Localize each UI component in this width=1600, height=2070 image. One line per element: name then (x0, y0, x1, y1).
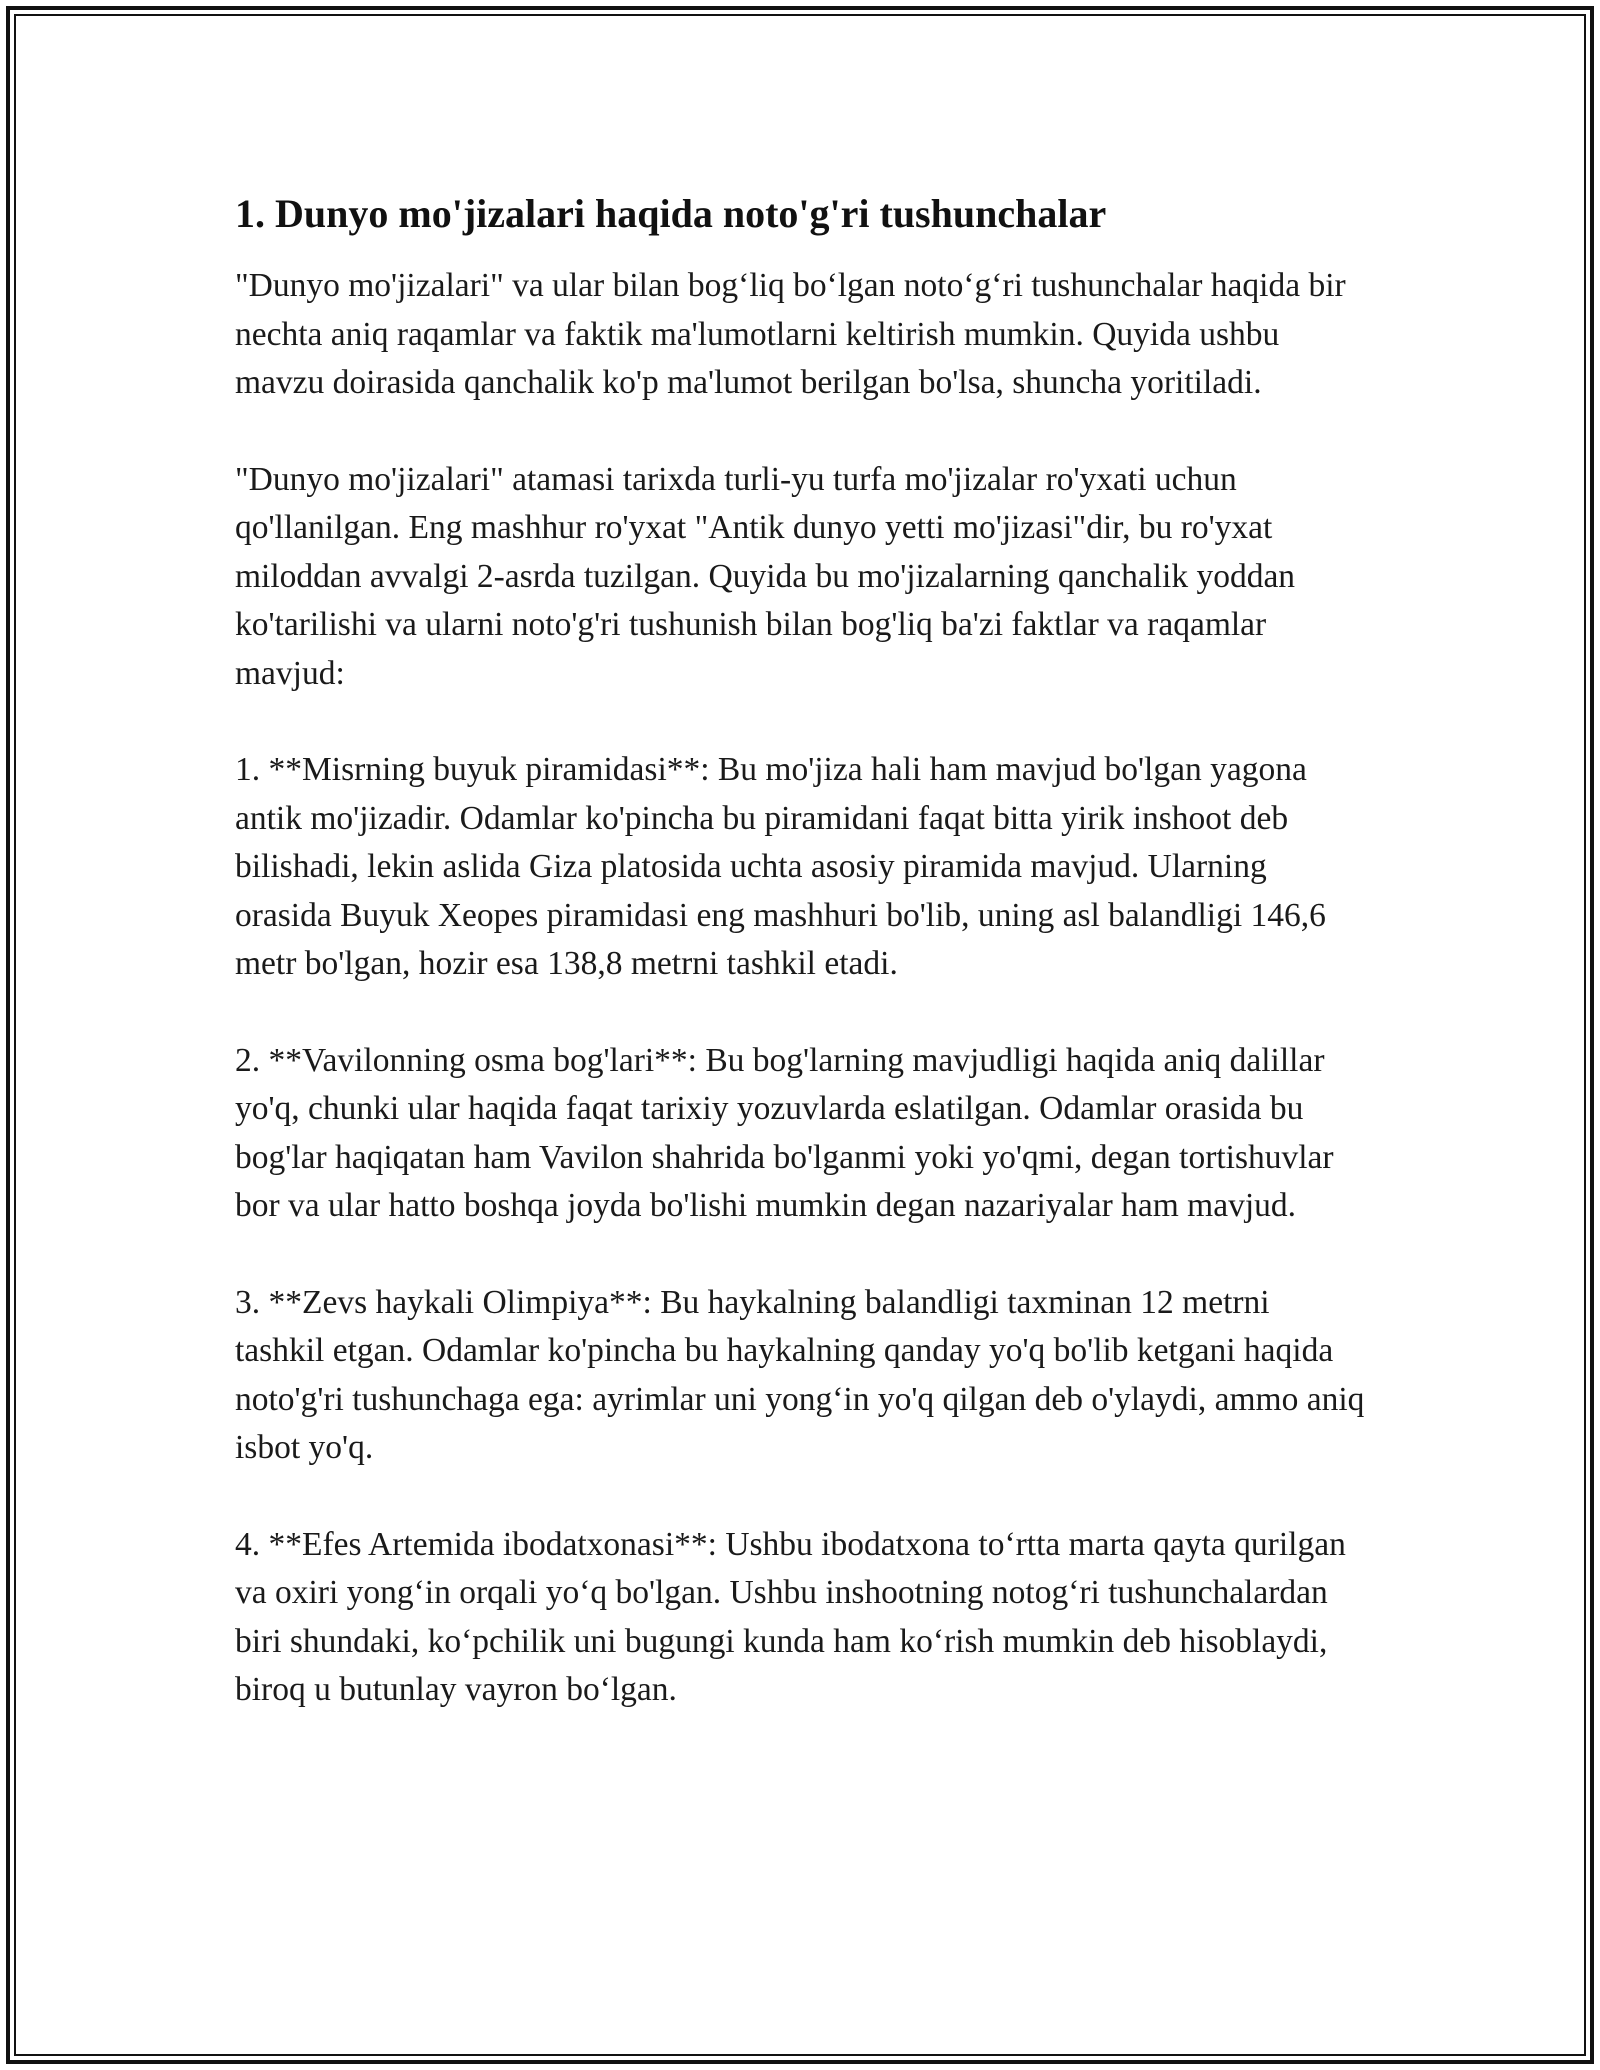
paragraph-overview: "Dunyo mo'jizalari" atamasi tarixda turli-yu turfa mo'jizalar ro'yxati uchun qo'llanilgan. Eng mashhur ro'yxat "Antik dunyo yetti mo'jizasi"dir, bu ro'yxat miloddan avvalgi 2-asrda tuzilgan. Quyida bu mo'jizalarning qanchalik yoddan ko'tarilishi va ularni noto'g'ri tushunish bilan bog'liq ba'zi faktlar va raqamlar mavjud: (235, 460, 1296, 692)
paragraph-intro: "Dunyo mo'jizalari" va ular bilan bog‘liq bo‘lgan noto‘g‘ri tushunchalar haqida bir nechta aniq raqamlar va faktik ma'lumotlarni keltirish mumkin. Quyida ushbu mavzu doirasida qanchalik ko'p ma'lumot berilgan bo'lsa, shuncha yoritiladi. (235, 267, 1346, 401)
list-item-pyramid: 1. **Misrning buyuk piramidasi**: Bu mo'jiza hali ham mavjud bo'lgan yagona antik mo'jizadir. Odamlar ko'pincha bu piramidani faqat bitta yirik inshoot deb bilishadi, lekin aslida Giza platosida uchta asosiy piramida mavjud. Ularning orasida Buyuk Xeopes piramidasi eng mashhuri bo'lib, uning asl balandligi 146,6 metr bo'lgan, hozir esa 138,8 metrni tashkil etadi. (235, 751, 1326, 982)
list-item-hanging-gardens: 2. **Vavilonning osma bog'lari**: Bu bog'larning mavjudligi haqida aniq dalillar yo'q, chunki ular haqida faqat tarixiy yozuvlarda eslatilgan. Odamlar orasida bu bog'lar haqiqatan ham Vavilon shahrida bo'lganmi yoki yo'qmi, degan tortishuvlar bor va ular hatto boshqa joyda bo'lishi mumkin degan nazariyalar ham mavjud. (235, 1041, 1334, 1224)
list-item-artemis-temple: 4. **Efes Artemida ibodatxonasi**: Ushbu ibodatxona to‘rtta marta qayta qurilgan va oxiri yong‘in orqali yo‘q bo'lgan. Ushbu inshootning notog‘ri tushunchalardan biri shundaki, ko‘pchilik uni bugungi kunda ham ko‘rish mumkin deb hisoblaydi, biroq u butunlay vayron bo‘lgan. (235, 1525, 1346, 1708)
list-item-zeus-statue: 3. **Zevs haykali Olimpiya**: Bu haykalning balandligi taxminan 12 metrni tashkil etgan. Odamlar ko'pincha bu haykalning qanday yo'q bo'lib ketgani haqida noto'g'ri tushunchaga ega: ayrimlar uni yong‘in yo'q qilgan deb o'ylaydi, ammo aniq isbot yo'q. (235, 1283, 1365, 1466)
section-heading: 1. Dunyo mo'jizalari haqida noto'g'ri tushunchalar (235, 191, 1107, 236)
document-body (235, 188, 1365, 1763)
